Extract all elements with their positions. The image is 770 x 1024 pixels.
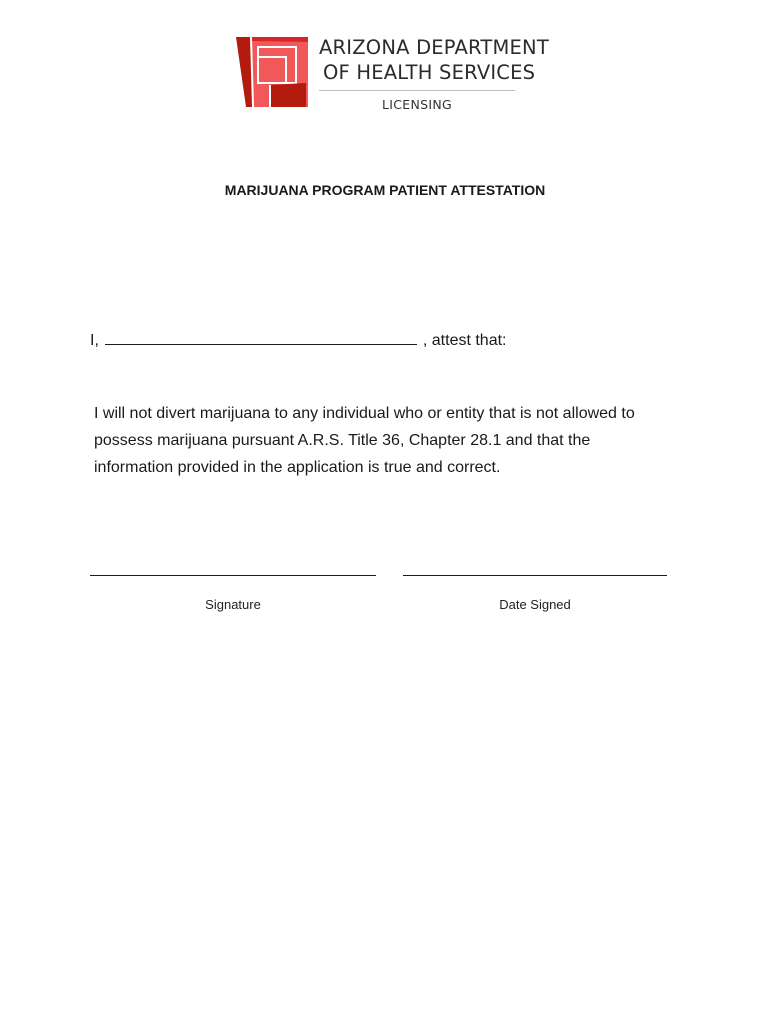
org-name-line1: ARIZONA DEPARTMENT [319,36,549,59]
org-name-line2: OF HEALTH SERVICES [323,61,536,84]
adhs-logo-icon [236,36,308,108]
date-signed-label: Date Signed [499,597,571,612]
org-divider [319,90,515,91]
attest-prefix: I, [90,332,99,349]
org-division: LICENSING [382,97,452,112]
signature-label: Signature [205,597,261,612]
organization-block [319,35,549,112]
attestation-line [90,330,507,350]
signature-line[interactable] [90,575,376,576]
date-signed-line[interactable] [403,575,667,576]
document-title: MARIJUANA PROGRAM PATIENT ATTESTATION [224,182,546,198]
name-blank[interactable] [105,330,417,345]
attestation-statement: I will not divert marijuana to any individual who or entity that is not allowed to possess marijuana pursuant A.R.S. Title 36, Chapter 28.1 and that the information provided in the application is true and correct. [94,405,635,476]
attest-suffix: , attest that: [422,332,507,349]
